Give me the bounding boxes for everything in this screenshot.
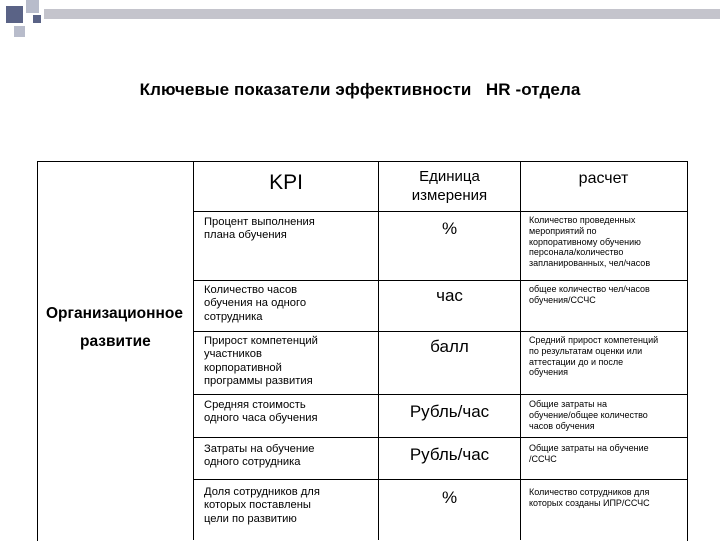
row-1-calc <box>529 215 650 269</box>
row-4-calc-line: часов обучения <box>529 420 595 431</box>
decor-square-dark <box>6 6 23 23</box>
row-1-calc-line: корпоративному обучению <box>529 236 641 247</box>
row-1-kpi-line: плана обучения <box>204 229 287 242</box>
row-3-kpi <box>204 335 318 389</box>
row-6-kpi-line: которых поставлены <box>204 499 311 512</box>
row-3-kpi-line: Прирост компетенций <box>204 335 318 347</box>
row-4-unit: Рубль/час <box>409 402 490 421</box>
row-3-calc-line: Средний прирост компетенций <box>529 335 659 345</box>
row-1-calc-line: персонала/количество <box>529 247 624 258</box>
row-6-kpi-line: цели по развитию <box>204 512 297 525</box>
row-2-unit: час <box>436 286 463 305</box>
group-label-line1: Организационное <box>46 305 183 322</box>
header-calc: расчет <box>578 170 629 187</box>
row-4-kpi-line: одного часа обучения <box>204 412 318 425</box>
row-5-kpi-line: одного сотрудника <box>204 456 301 469</box>
row-4-kpi-line: Средняя стоимость <box>204 399 306 411</box>
table-divider-v3 <box>520 161 521 540</box>
table-divider-h3 <box>193 331 687 332</box>
row-5-kpi-line: Затраты на обучение <box>204 443 315 455</box>
table-divider-h6 <box>193 479 687 480</box>
row-3-kpi-line: программы развития <box>204 375 313 388</box>
row-4-calc-line: обучение/общее количество <box>529 409 648 420</box>
page-title: Ключевые показатели эффективности HR -отдела <box>139 80 581 99</box>
row-3-calc-line: по результатам оценки или <box>529 345 643 356</box>
header-kpi: KPI <box>269 171 303 194</box>
row-6-kpi-line: Доля сотрудников для <box>204 486 320 498</box>
row-2-kpi-line: Количество часов <box>204 284 298 296</box>
table-divider-h2 <box>193 280 687 281</box>
row-5-calc-line: /ССЧС <box>529 453 557 464</box>
row-1-calc-line: мероприятий по <box>529 225 597 236</box>
row-1-unit: % <box>441 219 458 238</box>
row-6-unit: % <box>441 488 458 507</box>
row-4-calc <box>529 399 648 431</box>
row-1-calc-line: Количество проведенных <box>529 215 636 225</box>
row-4-calc-line: Общие затраты на <box>529 399 608 409</box>
header-unit-line1: Единица <box>419 168 480 185</box>
row-4-kpi <box>204 399 318 426</box>
decor-top-bar <box>44 9 720 19</box>
header-unit-line2: измерения <box>411 186 488 204</box>
group-label-line2: развитие <box>80 333 151 350</box>
row-3-unit: балл <box>430 337 469 356</box>
row-2-kpi-line: обучения на одного <box>204 297 307 310</box>
row-5-calc-line: Общие затраты на обучение <box>529 443 649 453</box>
table-divider-h4 <box>193 394 687 395</box>
decor-square-gray <box>14 26 25 37</box>
decor-square-small <box>33 15 41 23</box>
table-divider-v1 <box>193 161 194 540</box>
row-6-calc-line: которых созданы ИПР/ССЧС <box>529 497 650 508</box>
header-unit <box>379 168 520 206</box>
row-2-kpi <box>204 284 306 324</box>
row-1-kpi-line: Процент выполнения <box>204 216 315 228</box>
table-divider-h1 <box>193 211 687 212</box>
row-3-kpi-line: участников <box>204 348 262 361</box>
row-1-calc-line: запланированных, чел/часов <box>529 258 651 269</box>
row-5-unit: Рубль/час <box>409 445 490 464</box>
row-5-calc <box>529 443 649 465</box>
row-3-calc <box>529 335 658 378</box>
decor-square-light <box>26 0 39 13</box>
row-5-kpi <box>204 443 315 470</box>
row-3-calc-line: аттестации до и после <box>529 356 624 367</box>
row-6-kpi <box>204 486 320 526</box>
row-2-kpi-line: сотрудника <box>204 310 263 323</box>
row-6-calc <box>529 487 650 509</box>
row-2-calc-line: обучения/ССЧС <box>529 294 596 305</box>
row-3-calc-line: обучения <box>529 367 569 378</box>
row-2-calc <box>529 284 650 306</box>
row-6-calc-line: Количество сотрудников для <box>529 487 650 497</box>
row-1-kpi <box>204 216 315 243</box>
row-3-kpi-line: корпоративной <box>204 361 282 374</box>
row-2-calc-line: общее количество чел/часов <box>529 284 650 294</box>
table-divider-h5 <box>193 437 687 438</box>
